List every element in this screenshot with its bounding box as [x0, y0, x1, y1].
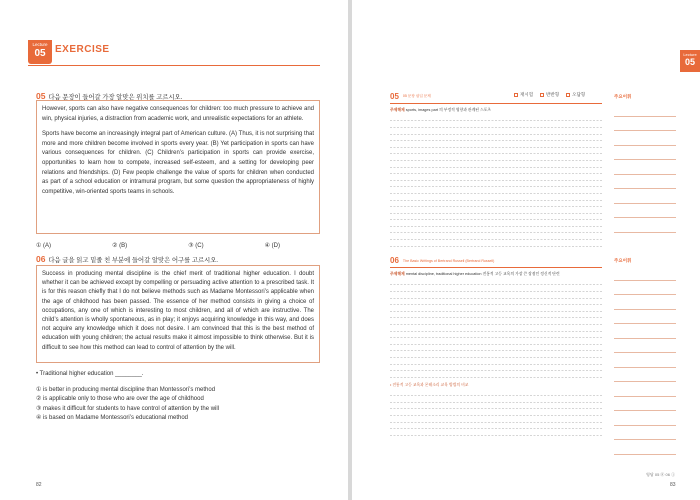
page-number: 82 [36, 482, 42, 488]
question-number: 05 [36, 91, 46, 101]
solution-summary [390, 271, 602, 277]
notes-heading: 주요어휘 [614, 94, 632, 99]
solution-text-lines [390, 280, 602, 379]
question-instruction: 다음 글을 읽고 밑줄 친 부분에 들어갈 알맞은 어구를 고르시오. [48, 256, 219, 264]
summary-label: 주제해제 [390, 108, 405, 112]
question-05-passage [36, 100, 320, 234]
solution-text-lines [390, 391, 602, 437]
option-4[interactable]: ④ is based on Madame Montessori’s educational method [36, 415, 189, 422]
vocab-notes-05 [614, 94, 676, 233]
option-1[interactable]: ① is better in producing mental discipline than Montessori’s method [36, 387, 216, 393]
solution-text-lines [390, 116, 602, 248]
answer-code: 영답 05 ⑧ 06 ① [646, 472, 676, 477]
solution-05 [390, 92, 602, 248]
solution-bullet: • 전통적 고등 교육과 몬테소리 교육 방법의 비교 [390, 382, 469, 387]
right-page [352, 0, 700, 500]
solution-header [390, 92, 602, 104]
summary-text: sports, images part 의 부정적 영향과 관계된 스포츠 [405, 108, 491, 112]
vocab-notes-06 [614, 258, 676, 455]
passage-body: Success in producing mental discipline is the chief merit of traditional higher education. I doubt whether it can be achieved except by compelling or persuading active attention to a prescribed task. It is for this reason chiefly that I do not believe methods such as Madame Montessori’s applicable when the age of childhood has been passed. The essence of her method consists in giving a choice of occupations, any one of which is interesting to most children, and all of which are instructive. The child’s attention is wholly spontaneous, as in play; it enjoys acquiring knowledge in this way, and does not acquire any knowledge which it does not desire. I am convinced that this is the best method of education with young children; the actual results make it almost impossible to think otherwise. But it is difficult to see how this method can lead to control of attention by the will. [42, 271, 314, 351]
choice-b[interactable]: ② (B) [112, 243, 128, 249]
side-tab-label: Lecture [683, 52, 697, 57]
solution-06 [390, 256, 602, 437]
lecture-number: 05 [34, 47, 46, 59]
lecture-label: Lecture [32, 42, 48, 47]
solution-number: 06 [390, 256, 399, 265]
choice-c[interactable]: ③ (C) [188, 243, 204, 249]
choice-a[interactable]: ① (A) [36, 243, 52, 249]
question-05-choices [36, 242, 320, 249]
question-number: 06 [36, 254, 46, 264]
left-page [0, 0, 348, 500]
solution-title: The Basic Writings of Bertrand Russell (Bertrand Russell) [402, 258, 495, 263]
lecture-badge [28, 40, 52, 64]
question-06-header [36, 254, 218, 264]
check-retest[interactable]: 재시험 [514, 92, 533, 98]
page-number: 83 [670, 482, 676, 488]
question-06-passage [36, 265, 320, 363]
passage-body: Sports have become an increasingly integral part of American culture. (A) Thus, it is not surprising that more and more children become involved in sports every year. (B) Yet participation in sports can have various consequences for children. (C) Children’s participation in sports can provide exercise, opportunities to learn how to compete, increased self-esteem, and a setting for developing peer relations and friendships. (D) Few people challenge the value of sports for children when conducted as part of a school education or intramural program, but some question the appropriateness of highly competitive, win-oriented sports teams in schools. [42, 131, 314, 195]
exercise-title: EXERCISE [55, 44, 110, 55]
option-2[interactable]: ② is applicable only to those who are over the age of childhood [36, 396, 204, 403]
question-instruction: 다음 문장이 들어갈 가장 알맞은 위치를 고르시오. [48, 93, 183, 101]
insert-sentence: However, sports can also have negative consequences for children: too much pressure to achieve and win, physical injuries, a distraction from academic work, and unrealistic expectations for an athlete. [42, 106, 314, 122]
option-3[interactable]: ③ makes it difficult for students to have control of attention by the will [36, 405, 220, 412]
summary-text: mental discipline, traditional higher education 전통적 고등 교육의 가장 큰 장점인 정신적 단련 [405, 272, 560, 276]
check-half[interactable]: 반반형 [540, 92, 559, 98]
title-divider [28, 65, 320, 66]
summary-label: 주제해제 [390, 272, 405, 276]
lecture-side-tab [680, 50, 700, 72]
solution-summary [390, 107, 602, 113]
solution-title: 05 문장 삽입 문제 [402, 94, 431, 98]
solution-header [390, 256, 602, 268]
check-wrong[interactable]: 오답형 [566, 92, 585, 98]
question-06-stem: • Traditional higher education ________. [36, 371, 144, 377]
question-06-options [36, 386, 219, 424]
solution-number: 05 [390, 92, 399, 101]
side-tab-number: 05 [684, 57, 695, 67]
notes-heading: 주요어휘 [614, 258, 632, 263]
choice-d[interactable]: ④ (D) [264, 243, 280, 249]
